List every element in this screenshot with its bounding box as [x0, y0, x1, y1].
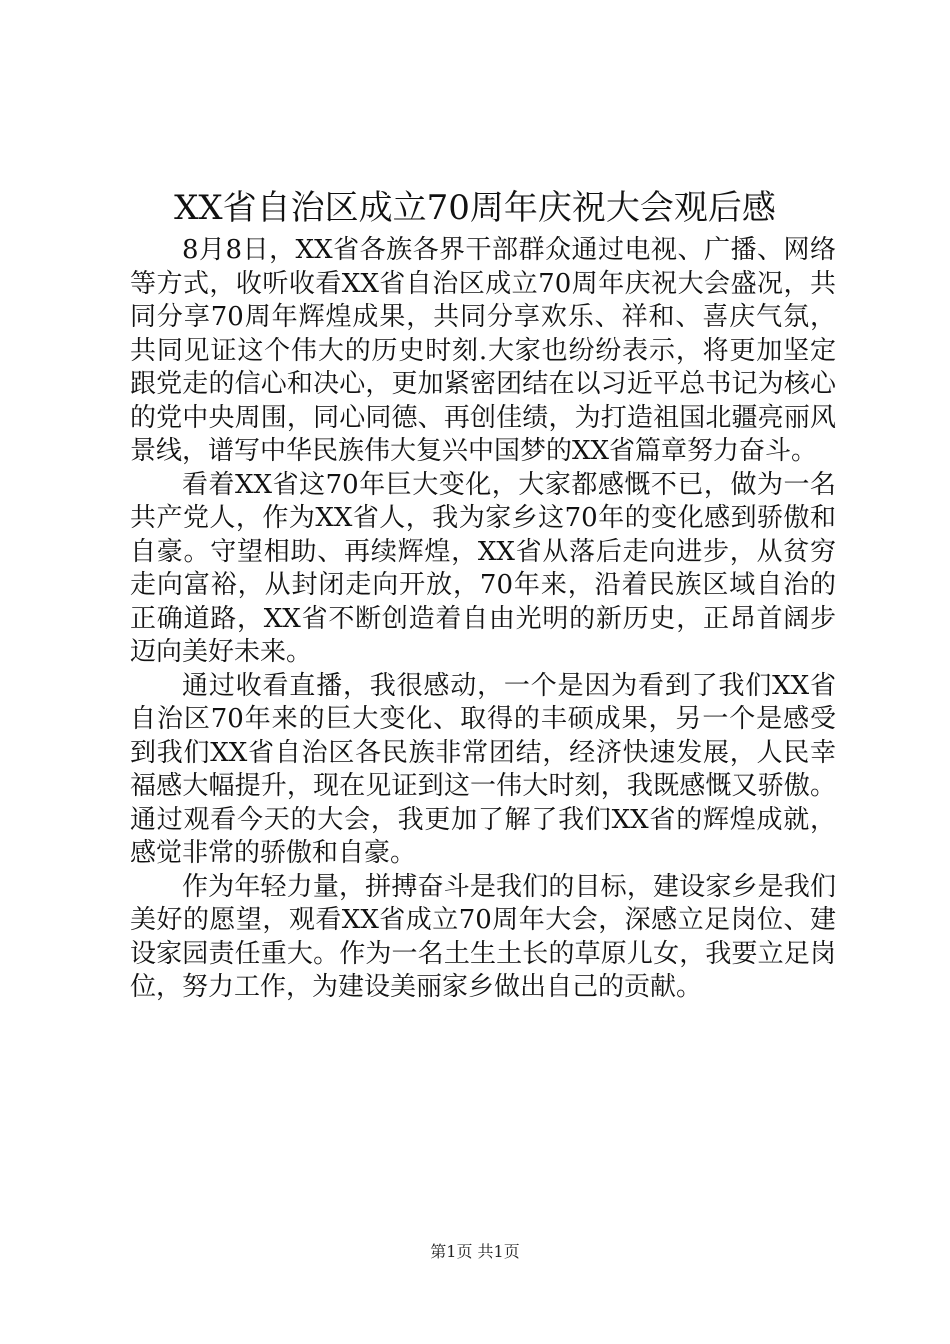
paragraph-3: 通过收看直播，我很感动，一个是因为看到了我们XX省自治区70年来的巨大变化、取得的丰硕成果，另一个是感受到我们XX省自治区各民族非常团结，经济快速发展，人民幸福感大幅提升，现在见证到这一伟大时刻，我既感慨又骄傲。通过观看今天的大会，我更加了解了我们XX省的辉煌成就，感觉非常的骄傲和自豪。: [130, 670, 836, 868]
document-title: XX省自治区成立70周年庆祝大会观后感: [174, 188, 776, 228]
document-body: [130, 234, 836, 1005]
paragraph-4: 作为年轻力量，拼搏奋斗是我们的目标，建设家乡是我们美好的愿望，观看XX省成立70周年大会，深感立足岗位、建设家园责任重大。作为一名土生土长的草原儿女，我要立足岗位，努力工作，为建设美丽家乡做出自己的贡献。: [130, 871, 836, 1002]
paragraph-1: 8月8日，XX省各族各界干部群众通过电视、广播、网络等方式，收听收看XX省自治区成立70周年庆祝大会盛况，共同分享70周年辉煌成果，共同分享欢乐、祥和、喜庆气氛，共同见证这个伟大的历史时刻.大家也纷纷表示，将更加坚定跟党走的信心和决心，更加紧密团结在以习近平总书记为核心的党中央周围，同心同德、再创佳绩，为打造祖国北疆亮丽风景线，谱写中华民族伟大复兴中国梦的XX省篇章努力奋斗。: [130, 235, 836, 466]
page-number-footer: 第1页 共1页: [430, 1242, 520, 1261]
paragraph-2: 看着XX省这70年巨大变化，大家都感慨不已，做为一名共产党人，作为XX省人，我为家乡这70年的变化感到骄傲和自豪。守望相助、再续辉煌，XX省从落后走向进步，从贫穷走向富裕，从封闭走向开放，70年来，沿着民族区域自治的正确道路，XX省不断创造着自由光明的新历史，正昂首阔步迈向美好未来。: [130, 469, 836, 667]
